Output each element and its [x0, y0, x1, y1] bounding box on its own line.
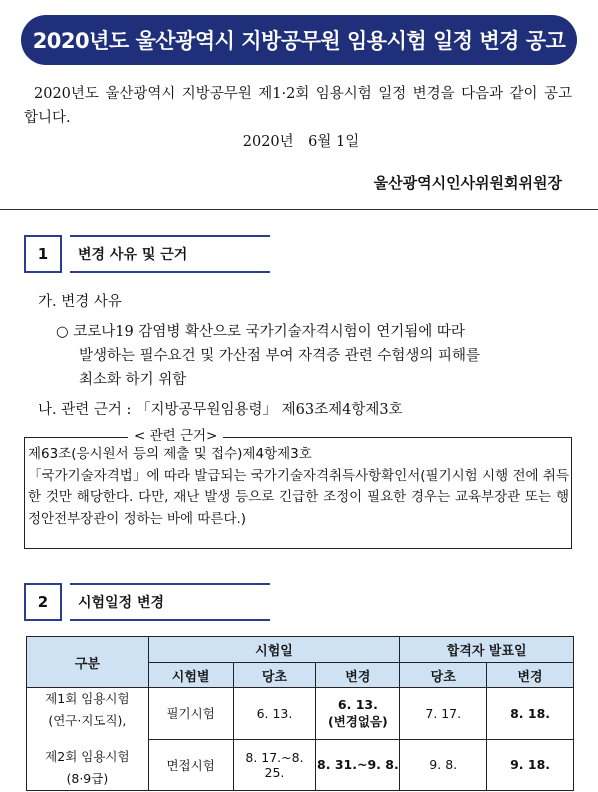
row2-changed	[316, 739, 400, 791]
category-2a: 제2회 임용시험	[45, 749, 130, 764]
section-1-header	[24, 235, 270, 273]
head-announce: 합격자 발표일	[400, 637, 574, 663]
sub-changed: 변경	[316, 663, 400, 688]
section-1-label: 변경 사유 및 근거	[70, 235, 270, 273]
sub-type: 시험별	[148, 663, 233, 688]
row1-ann-changed: 8. 18.	[487, 688, 574, 740]
section-2-header	[24, 583, 270, 621]
row1-type: 필기시험	[148, 688, 233, 740]
title-banner	[21, 15, 577, 65]
row1-changed-b: (변경없음)	[328, 713, 388, 729]
bullet-line-3: 최소화 하기 위함	[79, 372, 187, 388]
row1-original: 6. 13.	[233, 688, 316, 740]
head-category: 구분	[27, 637, 149, 688]
announcement-date: 2020년 6월 1일	[242, 134, 360, 150]
category-2b: (8·9급)	[66, 771, 109, 786]
section-1-number: 1	[24, 235, 62, 273]
category-1a: 제1회 임용시험	[45, 691, 130, 706]
row2-changed-a: 8. 31.~9. 8.	[317, 757, 399, 773]
row2-ann-original: 9. 8.	[400, 739, 487, 791]
item-a: 가. 변경 사유	[38, 294, 122, 310]
quote-text	[28, 444, 569, 530]
sub-ann-original: 당초	[400, 663, 487, 688]
intro-paragraph: 2020년도 울산광역시 지방공무원 제1·2회 임용시험 일정 변경을 다음과 같이 공고 합니다.	[24, 86, 572, 126]
sub-ann-changed: 변경	[487, 663, 574, 688]
row2-type: 면접시험	[148, 739, 233, 791]
item-b: 나. 관련 근거 : 「지방공무원임용령」 제63조제4항제3호	[38, 402, 403, 418]
head-exam-date: 시험일	[148, 637, 400, 663]
row1-changed-a: 6. 13.	[337, 696, 378, 712]
category-1b: (연구·지도직),	[48, 713, 127, 728]
quote-line-2: 「국가기술자격법」에 따라 발급되는 국가기술자격취득사항확인서(필기시험 시행 전에 취득한 것만 해당한다. 다만, 재난 발생 등으로 긴급한 조정이 필요한 경우는 교육부장관 또는 행정안전부장관이 정하는 바에 따른다.)	[28, 467, 569, 527]
sub-original: 당초	[233, 663, 316, 688]
quote-line-1: 제63조(응시원서 등의 제출 및 접수)제4항제3호	[28, 446, 312, 462]
signer: 울산광역시인사위원회위원장	[373, 174, 562, 192]
quote-tag: < 관련 근거>	[128, 424, 223, 444]
page-title: 2020년도 울산광역시 지방공무원 임용시험 일정 변경 공고	[32, 29, 566, 53]
row1-ann-original: 7. 17.	[400, 688, 487, 740]
bullet-line-2: 발생하는 필수요건 및 가산점 부여 자격증 관련 수험생의 피해를	[79, 348, 481, 364]
category-cell	[27, 688, 149, 791]
row2-original: 8. 17.~8. 25.	[233, 739, 316, 791]
section-2-label: 시험일정 변경	[70, 583, 270, 621]
row1-changed	[316, 688, 400, 740]
table-row	[27, 688, 574, 740]
row2-ann-changed: 9. 18.	[487, 739, 574, 791]
divider	[0, 209, 598, 210]
section-2-number: 2	[24, 583, 62, 621]
bullet-line-1: ○ 코로나19 감염병 확산으로 국가기술자격시험이 연기됨에 따라	[56, 324, 465, 340]
schedule-table	[26, 636, 574, 791]
